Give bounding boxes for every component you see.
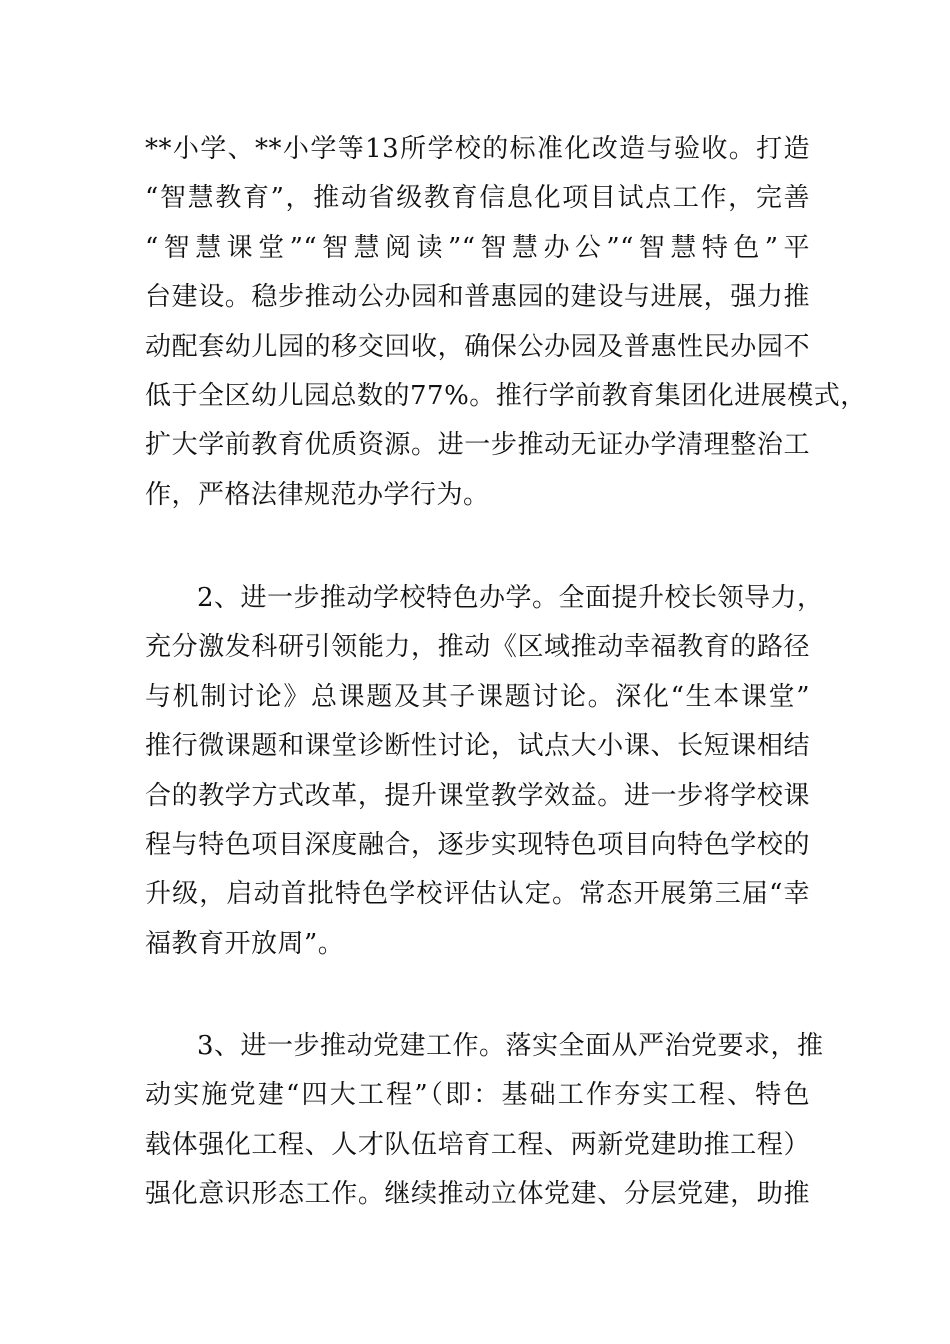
text-line: 载体强化工程、人才队伍培育工程、两新党建助推工程） [145,1129,810,1160]
text-line: 作，严格法律规范办学行为。 [145,479,490,510]
text-line: 充分激发科研引领能力，推动《区域推动幸福教育的路径 [145,632,810,663]
text-line: “智慧课堂”“智慧阅读”“智慧办公”“智慧特色”平 [145,232,810,263]
text-line: 合的教学方式改革，提升课堂教学效益。进一步将学校课 [145,780,810,811]
text-line: 低于全区幼儿园总数的77%。推行学前教育集团化进展模式， [145,381,867,412]
text-line: 动实施党建“四大工程”（即：基础工作夯实工程、特色 [145,1080,810,1111]
text-line: 福教育开放周”。 [145,928,345,959]
text-line: 台建设。稳步推动公办园和普惠园的建设与进展，强力推 [145,282,810,313]
text-line: 程与特色项目深度融合，逐步实现特色项目向特色学校的 [145,830,810,861]
text-line: 推行微课题和课堂诊断性讨论，试点大小课、长短课相结 [145,731,810,762]
text-line: 2、进一步推动学校特色办学。全面提升校长领导力， [197,583,824,613]
text-line: 动配套幼儿园的移交回收，确保公办园及普惠性民办园不 [145,331,810,362]
text-line: 3、进一步推动党建工作。落实全面从严治党要求，推 [197,1031,824,1061]
text-line: 升级，启动首批特色学校评估认定。常态开展第三届“幸 [145,879,810,910]
paragraph-3 [145,1022,824,1220]
paragraph-2 [145,574,824,969]
text-line: 与机制讨论》总课题及其子课题讨论。深化“生本课堂” [145,681,810,712]
text-line: 强化意识形态工作。继续推动立体党建、分层党建，助推 [145,1179,810,1210]
paragraph-1 [145,125,867,520]
text-line: 扩大学前教育优质资源。进一步推动无证办学清理整治工 [145,430,810,461]
text-line: **小学、**小学等13所学校的标准化改造与验收。打造 [145,134,810,164]
text-line: “智慧教育”，推动省级教育信息化项目试点工作，完善 [145,183,810,214]
